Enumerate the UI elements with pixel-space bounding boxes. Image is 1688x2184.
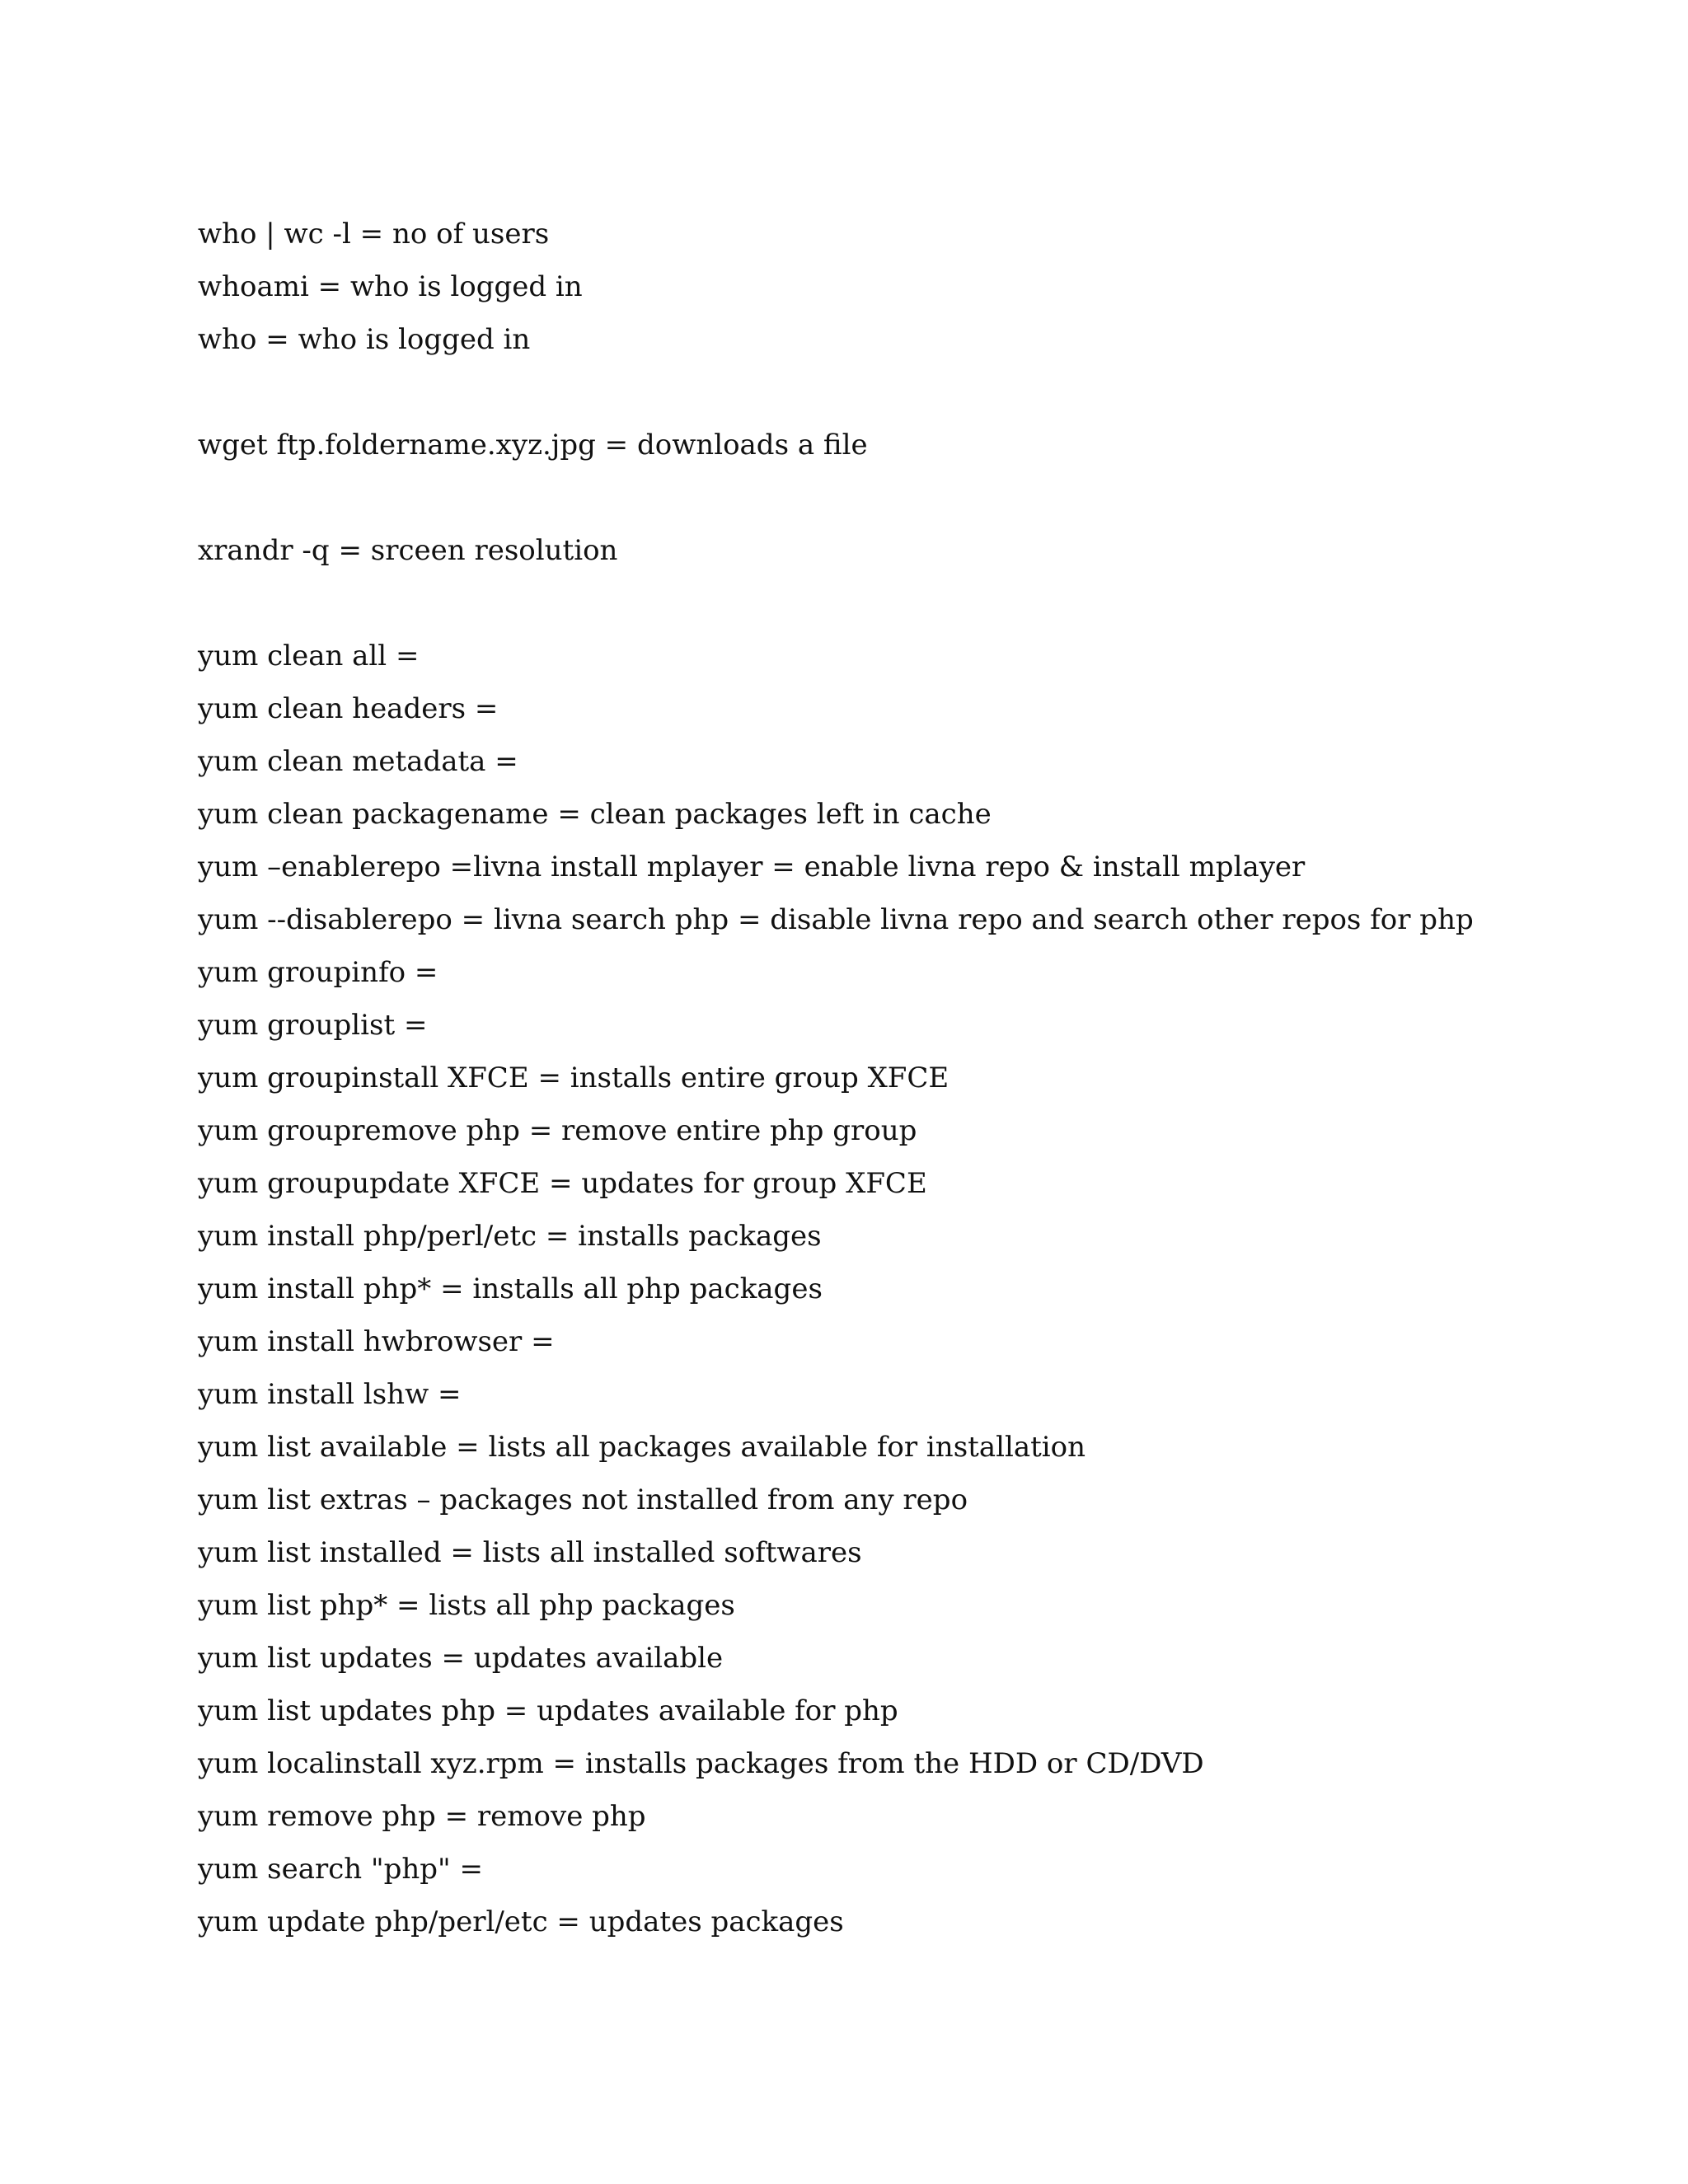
text-line: yum install php* = installs all php packages	[198, 1272, 823, 1305]
text-line: yum list updates = updates available	[198, 1642, 724, 1675]
text-line: yum clean all =	[198, 640, 420, 673]
text-line: yum list installed = lists all installed softwares	[198, 1536, 862, 1569]
text-line: yum groupinfo =	[198, 956, 438, 989]
text-line: yum clean packagename = clean packages left in cache	[198, 798, 992, 831]
text-line: yum clean headers =	[198, 692, 499, 725]
blank-line	[198, 366, 1599, 419]
text-line: wget ftp.foldername.xyz.jpg = downloads a file	[198, 429, 868, 462]
text-line: yum install lshw =	[198, 1378, 462, 1411]
text-line: yum install hwbrowser =	[198, 1325, 555, 1358]
command-list	[198, 208, 1599, 1948]
text-line: yum list extras – packages not installed from any repo	[198, 1483, 968, 1516]
text-line: whoami = who is logged in	[198, 270, 583, 303]
text-line: yum clean metadata =	[198, 745, 518, 778]
text-line: yum install php/perl/etc = installs packages	[198, 1220, 822, 1253]
text-line: yum groupremove php = remove entire php group	[198, 1114, 917, 1147]
text-line: yum update php/perl/etc = updates packages	[198, 1905, 844, 1938]
text-line: yum --disablerepo = livna search php = disable livna repo and search other repos for php	[198, 903, 1474, 936]
text-line: who | wc -l = no of users	[198, 218, 550, 251]
text-line: yum grouplist =	[198, 1009, 428, 1042]
text-line: yum groupinstall XFCE = installs entire group XFCE	[198, 1062, 950, 1094]
text-line: xrandr -q = srceen resolution	[198, 534, 618, 567]
text-line: yum search "php" =	[198, 1853, 483, 1886]
text-line: yum groupupdate XFCE = updates for group XFCE	[198, 1167, 927, 1200]
text-line: yum list available = lists all packages available for installation	[198, 1431, 1086, 1464]
blank-line	[198, 471, 1599, 524]
text-line: yum localinstall xyz.rpm = installs packages from the HDD or CD/DVD	[198, 1747, 1204, 1780]
text-line: who = who is logged in	[198, 323, 531, 356]
text-line: yum list php* = lists all php packages	[198, 1589, 735, 1622]
text-line: yum remove php = remove php	[198, 1800, 646, 1833]
blank-line	[198, 577, 1599, 630]
text-line: yum list updates php = updates available for php	[198, 1694, 898, 1727]
text-line: yum –enablerepo =livna install mplayer = enable livna repo & install mplayer	[198, 851, 1306, 883]
